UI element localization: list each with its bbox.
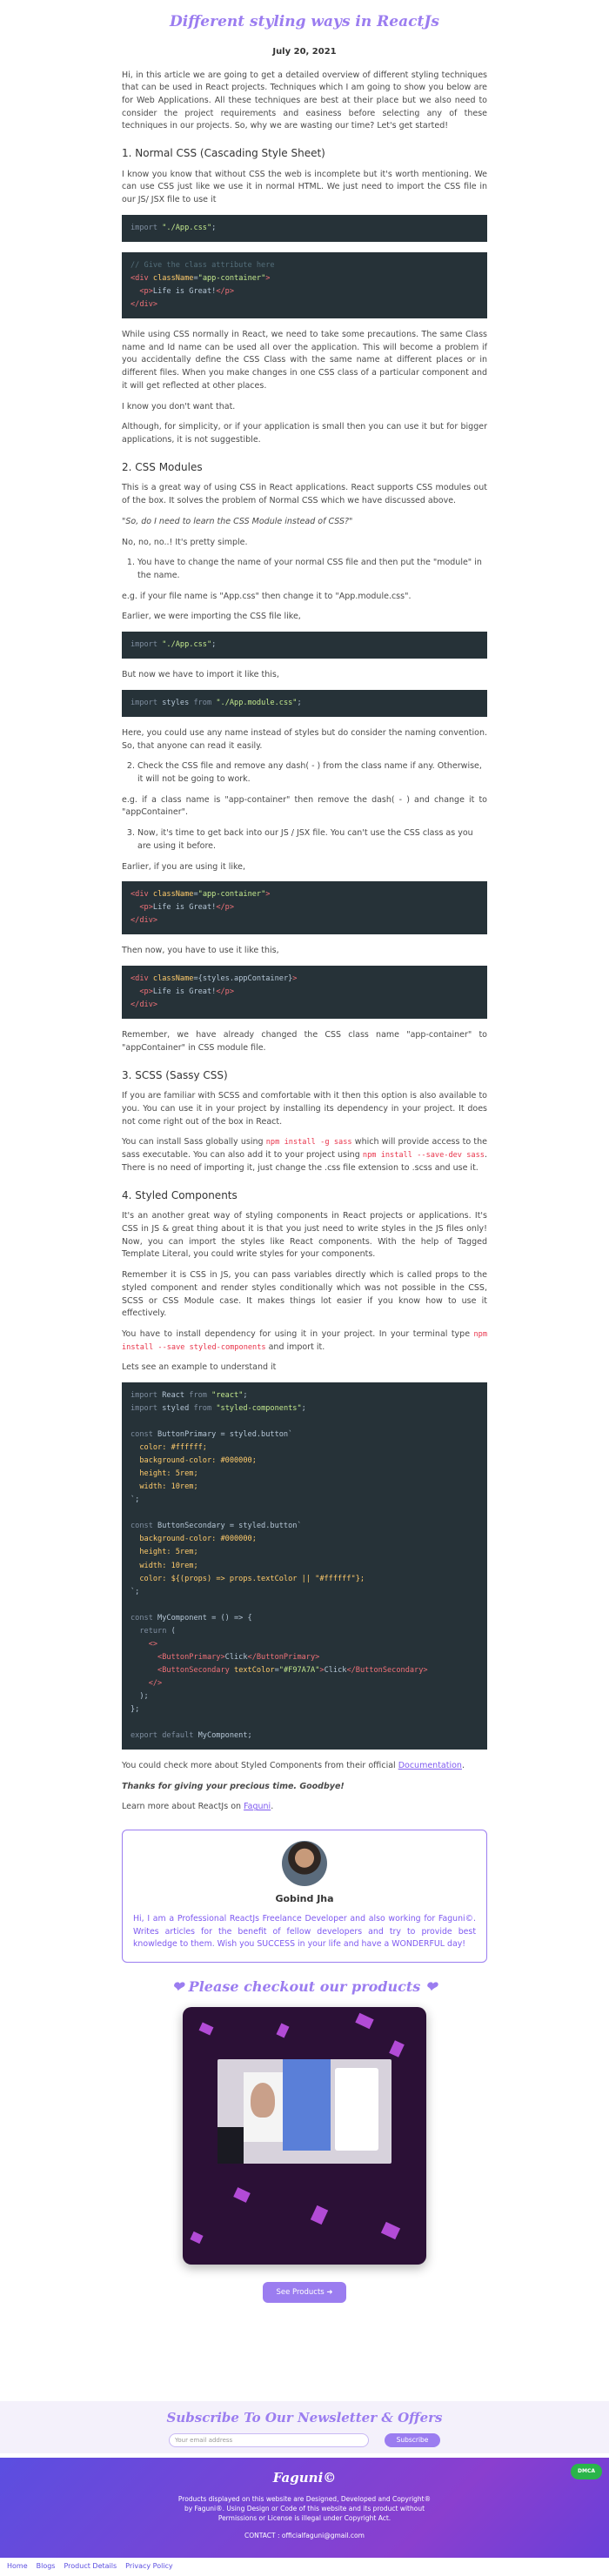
paragraph: Although, for simplicity, or if your application is small then you can use it but for bigger applications, it is not suggestible. — [122, 422, 487, 445]
paragraph: You have to install dependency for using it in your project. In your terminal type npm install --save styled-components and import it. — [122, 1328, 487, 1352]
paragraph: Remember, we have already changed the CSS class name "app-container" to "appContainer" in CSS module file. — [122, 1030, 487, 1053]
paragraph: No, no, no..! It's pretty simple. — [122, 537, 248, 547]
paragraph: Earlier, we were importing the CSS file like, — [122, 612, 301, 622]
page-title: Different styling ways in ReactJs — [170, 13, 439, 30]
bottom-nav — [0, 2558, 609, 2576]
paragraph: Learn more about ReactJs on Faguni. — [122, 1802, 274, 1812]
paragraph: But now we have to import it like this, — [122, 670, 279, 680]
avatar — [282, 1841, 327, 1886]
paragraph: I know you know that without CSS the web is incomplete but it's worth mentioning. We can use CSS just like we use it in normal HTML. We just need to import the CSS file in our JS/ JSX file to use it — [122, 169, 487, 205]
nav-product-details[interactable]: Product Details — [64, 2562, 117, 2571]
code-block: // Give the class attribute here <div className="app-container"> <p>Life is Great!</p> </div> — [122, 252, 487, 318]
code-block: import "./App.css"; — [122, 215, 487, 242]
paragraph: You can install Sass globally using npm install -g sass which will provide access to the sass executable. You can also add it to your project using npm install --save-dev sass. There is no need of importing it, just change the .css file extension to .scss and use it. — [122, 1137, 487, 1173]
paragraph: It's an another great way of styling components in React projects or applications. It's CSS in JS & great thing about it is that you just need to write styles in the JS files only! Now, you can import the styles like React components. With the help of Tagged Template Literal, you could write styles for your components. — [122, 1211, 487, 1260]
article — [122, 0, 487, 1963]
footer-logo: Faguni© — [272, 2470, 337, 2486]
code-block: import styles from "./App.module.css"; — [122, 690, 487, 717]
section-heading-css-modules: 2. CSS Modules — [122, 460, 203, 473]
newsletter-section — [0, 2401, 609, 2453]
see-products-button[interactable]: See Products ➜ — [263, 2282, 346, 2303]
nav-blogs[interactable]: Blogs — [36, 2562, 56, 2571]
paragraph: Here, you could use any name instead of styles but do consider the naming convention. So, that anyone can read it easily. — [122, 727, 487, 751]
paragraph: Earlier, if you are using it like, — [122, 861, 246, 872]
article-date: July 20, 2021 — [272, 47, 337, 57]
paragraph: Then now, you have to use it like this, — [122, 946, 279, 956]
product-preview-image[interactable] — [183, 2007, 426, 2265]
paragraph: Remember it is CSS in JS, you can pass variables directly which is called props to the styled component and render styles conditionally which was not possible in the CSS, SCSS or CSS Module case. It makes things lot easier if you know how to use it effectively. — [122, 1270, 487, 1319]
paragraph: While using CSS normally in React, we need to take some precautions. The same Class name and Id name can be used all over the application. This will become a problem if you accidentally define the CSS Class with the same name at different places or in different files. When you make changes in one CSS class of a particular component and it will get reflected at other places. — [122, 330, 487, 391]
newsletter-title: Subscribe To Our Newsletter & Offers — [166, 2410, 443, 2425]
quote: "So, do I need to learn the CSS Module instead of CSS?" — [122, 516, 353, 526]
nav-home[interactable]: Home — [7, 2562, 28, 2571]
subscribe-button[interactable]: Subscribe — [385, 2433, 440, 2447]
paragraph: e.g. if your file name is "App.css" then change it to "App.module.css". — [122, 591, 412, 601]
thanks-text: Thanks for giving your precious time. Goodbye! — [122, 1781, 345, 1791]
paragraph: e.g. if a class name is "app-container" then remove the dash( - ) and change it to "appContainer". — [122, 794, 487, 818]
footer — [0, 2458, 609, 2558]
author-card — [122, 1830, 487, 1963]
section-heading-normal-css: 1. Normal CSS (Cascading Style Sheet) — [122, 147, 325, 160]
author-name: Gobind Jha — [275, 1893, 334, 1905]
code-block: import "./App.css"; — [122, 632, 487, 659]
code-block: import React from "react"; import styled from "styled-components"; const ButtonPrimary = styled.button` color: #ffffff; background-color: #000000; height: 5rem; width: 10rem; `; const ButtonSecondary = styled.button` background-color: #000000; height: 5rem; width: 10rem; color: ${(props) => props.textColor || "#ffffff"}; `; const MyComponent = () => { return ( <> <ButtonPrimary>Click</ButtonPrimary> <ButtonSecondary textColor="#F97A7A">Click</ButtonSecondary> </> ); }; export default MyComponent; — [122, 1382, 487, 1750]
nav-privacy-policy[interactable]: Privacy Policy — [125, 2562, 173, 2571]
paragraph: This is a great way of using CSS in React applications. React supports CSS modules out of the box. It solves the problem of Normal CSS which we have discussed above. — [122, 483, 487, 506]
faguni-link[interactable]: Faguni — [244, 1802, 271, 1812]
intro-paragraph: Hi, in this article we are going to get a detailed overview of different styling techniques that can be used in React projects. Techniques which I am going to show you below are for Web Applications. All these techniques are best at their place but we also need to consider the project requirements and easiness before selecting any of these techniques in our projects. So, why we are wasting our time? Let's get started! — [122, 70, 487, 131]
paragraph: I know you don't want that. — [122, 401, 236, 411]
footer-contact: CONTACT : officialfaguni@gmail.com — [244, 2531, 365, 2539]
footer-copyright: Products displayed on this website are Designed, Developed and Copyright® by Faguni®. Using Design or Code of this website and its product without Permissions or License is illegal under Copyright Act. — [177, 2495, 432, 2522]
section-heading-styled-components: 4. Styled Components — [122, 1188, 238, 1201]
documentation-link[interactable]: Documentation — [398, 1760, 462, 1770]
dmca-badge[interactable]: DMCA — [571, 2464, 602, 2479]
paragraph: You could check more about Styled Components from their official Documentation. — [122, 1760, 465, 1770]
list-item: 1. You have to change the name of your normal CSS file and then put the "module" in the name. — [137, 557, 487, 582]
list-item: 3. Now, it's time to get back into our JS / JSX file. You can't use the CSS class as you are using it before. — [137, 827, 487, 853]
section-heading-scss: 3. SCSS (Sassy CSS) — [122, 1068, 228, 1081]
list-item: 2. Check the CSS file and remove any dash( - ) from the class name if any. Otherwise, it will not be going to work. — [137, 760, 487, 786]
products-heading: ❤ Please checkout our products ❤ — [171, 1977, 438, 1995]
author-bio: Hi, I am a Professional ReactJs Freelance Developer and also working for Faguni©. Writes articles for the benefit of fellow developers and try to provide best knowledge to them. Wish you SUCCESS in your life and have a WONDERFUL day! — [133, 1914, 476, 1950]
paragraph: If you are familiar with SCSS and comfortable with it then this option is also available to you. You can use it in your project by installing its dependency in your project. It does not come right out of the box in React. — [122, 1091, 487, 1127]
code-block: <div className="app-container"> <p>Life is Great!</p> </div> — [122, 881, 487, 934]
code-block: <div className={styles.appContainer}> <p>Life is Great!</p> </div> — [122, 966, 487, 1019]
paragraph: Lets see an example to understand it — [122, 1362, 277, 1373]
email-input[interactable]: Your email address — [169, 2433, 369, 2447]
